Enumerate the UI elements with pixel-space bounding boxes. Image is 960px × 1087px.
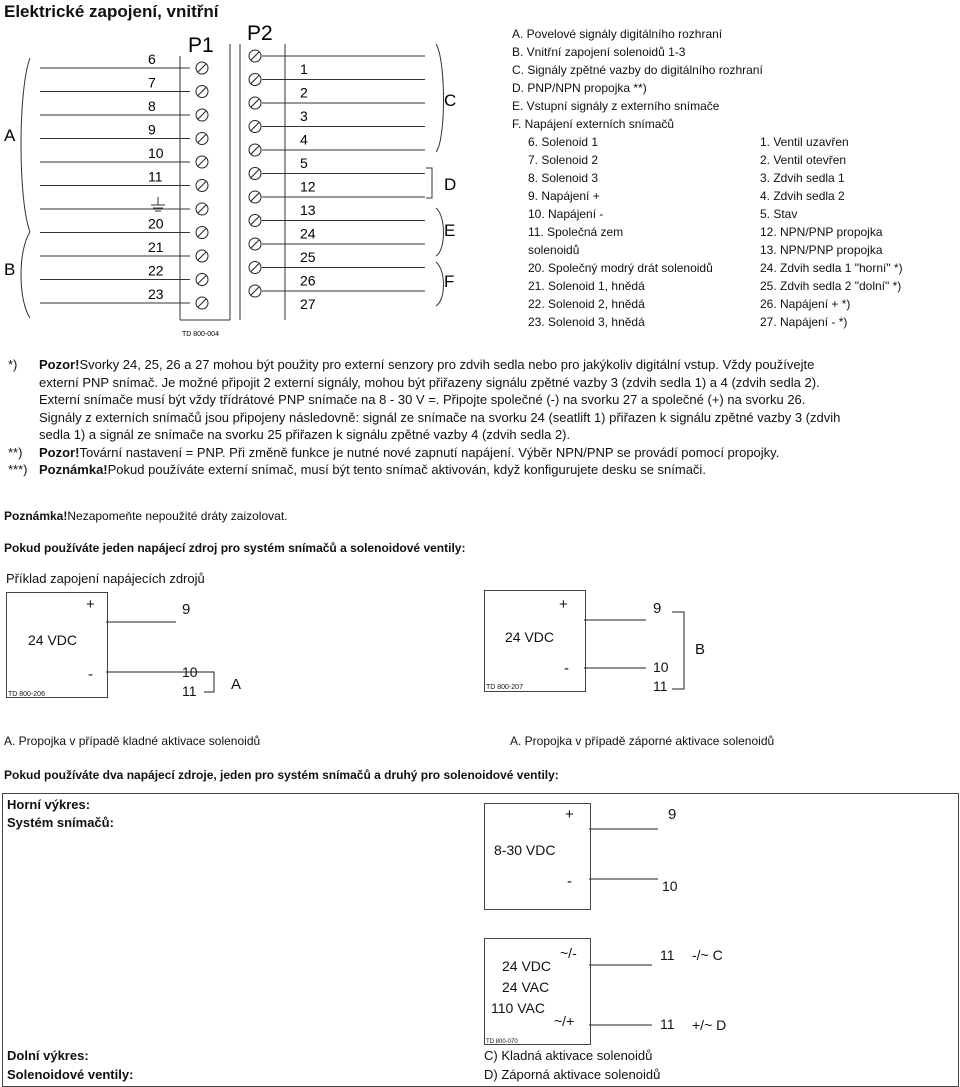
legend-item: 13. NPN/PNP propojka bbox=[760, 243, 883, 257]
terminal-label: 11 bbox=[660, 947, 675, 963]
upper-drawing-label: Horní výkres: bbox=[7, 797, 91, 812]
p2-terminal-number: 25 bbox=[300, 249, 316, 265]
p2-terminal-number: 24 bbox=[300, 225, 316, 242]
supply-voltage: 24 VAC bbox=[502, 979, 550, 995]
group-label: A bbox=[4, 126, 16, 145]
terminal-label: 11 bbox=[660, 1016, 675, 1032]
terminal-label: 10 bbox=[182, 664, 198, 680]
note-text: Svorky 24, 25, 26 a 27 mohou být použity pro externí senzory pro zdvih sedla nebo pro jakýkoliv digitální vstup. Vždy používejte bbox=[79, 357, 815, 372]
p1-terminal-number: 11 bbox=[148, 168, 163, 185]
caption-c: C) Kladná aktivace solenoidů bbox=[484, 1048, 653, 1063]
legend-group-item: E. Vstupní signály z externího snímače bbox=[512, 99, 720, 113]
p2-terminal-number: 13 bbox=[300, 202, 316, 218]
group-label: E bbox=[444, 221, 456, 240]
legend-item: 26. Napájení + *) bbox=[760, 297, 851, 311]
note-heading: Poznámka! bbox=[39, 462, 108, 477]
p1-terminal-number: 21 bbox=[148, 239, 164, 255]
legend-item: 12. NPN/PNP propojka bbox=[760, 225, 883, 239]
p1-terminal-number: 6 bbox=[148, 51, 156, 67]
note-text: Signály z externích snímačů jsou připojeny následovně: signál ze snímače na svorku 24 (seatlift 1) přiřazen k signálu zpětné vazby 3 (zdvih bbox=[39, 409, 841, 425]
note-text: Externí snímače musí být vždy třídrátové PNP snímače na 8 - 30 V =. Připojte společné (-) na svorku 27 a společné (+) na svorku 26. bbox=[39, 392, 806, 407]
activation-label: -/~ C bbox=[692, 947, 723, 963]
minus-sign: - bbox=[88, 666, 93, 683]
p1-label: P1 bbox=[188, 34, 214, 57]
note-heading: Pozor! bbox=[39, 357, 80, 372]
legend-item: 24. Zdvih sedla 1 "horní" *) bbox=[760, 261, 903, 275]
supply-voltage: 24 VDC bbox=[502, 958, 552, 974]
supply-voltage: 24 VDC bbox=[28, 632, 78, 648]
caption-d: D) Záporná aktivace solenoidů bbox=[484, 1067, 661, 1082]
p2-terminal-number: 5 bbox=[300, 155, 308, 171]
legend-item: 23. Solenoid 3, hnědá bbox=[528, 315, 645, 329]
supply-voltage: 8-30 VDC bbox=[494, 842, 556, 858]
legend-group-item: A. Povelové signály digitálního rozhraní bbox=[512, 27, 723, 41]
legend-item: 27. Napájení - *) bbox=[760, 315, 848, 329]
terminal-label: 10 bbox=[662, 878, 678, 894]
activation-label: +/~ D bbox=[692, 1017, 727, 1033]
legend-item: 3. Zdvih sedla 1 bbox=[760, 171, 845, 185]
legend-group-item: D. PNP/NPN propojka **) bbox=[512, 81, 647, 95]
legend-item: 9. Napájení + bbox=[528, 189, 600, 203]
terminal-label: 9 bbox=[653, 600, 662, 617]
note-text: sedla 1) a signál ze snímače na svorku 25 přiřazen k signálu zpětné vazby 4 (zdvih sedla 2). bbox=[39, 427, 571, 442]
legend-item: 11. Společná zem bbox=[528, 225, 624, 239]
note-text: Pokud používáte externí snímač, musí být tento snímač aktivován, když konfigurujete desku se snímači. bbox=[107, 462, 706, 477]
legend-item: 4. Zdvih sedla 2 bbox=[760, 189, 845, 203]
legend-item: solenoidů bbox=[528, 243, 580, 257]
jumper-label: A bbox=[231, 676, 242, 693]
terminal-label: 10 bbox=[653, 659, 669, 675]
group-label: F bbox=[444, 272, 455, 291]
legend-item: 10. Napájení - bbox=[528, 207, 604, 221]
p2-label: P2 bbox=[247, 22, 273, 45]
legend-group-item: F. Napájení externích snímačů bbox=[512, 117, 675, 131]
p2-terminal-number: 12 bbox=[300, 178, 316, 195]
terminal-label: 9 bbox=[182, 601, 191, 618]
p2-terminal-number: 4 bbox=[300, 131, 308, 148]
drawing-code: TD 800-004 bbox=[182, 331, 219, 338]
polarity-symbol: ~/+ bbox=[554, 1013, 575, 1029]
insulate-text: Nezapomeňte nepoužité dráty zaizolovat. bbox=[67, 509, 288, 523]
legend-item: 2. Ventil otevřen bbox=[760, 153, 847, 167]
legend-item: 6. Solenoid 1 bbox=[528, 135, 599, 149]
caption-right: A. Propojka v případě záporné aktivace solenoidů bbox=[510, 734, 775, 748]
p1-terminal-number: 9 bbox=[148, 121, 156, 138]
terminal-label: 9 bbox=[668, 806, 677, 823]
jumper-label: B bbox=[695, 641, 706, 658]
page-title: Elektrické zapojení, vnitřní bbox=[4, 2, 219, 21]
plus-sign: + bbox=[86, 596, 95, 613]
legend-group-item: B. Vnitřní zapojení solenoidů 1-3 bbox=[512, 45, 686, 59]
terminal-label: 11 bbox=[182, 683, 197, 699]
p2-terminal-number: 1 bbox=[300, 61, 308, 77]
note-text: externí PNP snímač. Je možné připojit 2 externí signály, mohou být přiřazeny signálu zpětné vazby 3 (zdvih sedla 1) a 4 (zdvih sedla 2). bbox=[39, 374, 820, 390]
polarity-symbol: ~/- bbox=[560, 945, 577, 961]
p1-terminal-number: 20 bbox=[148, 215, 164, 232]
group-label: C bbox=[444, 91, 457, 110]
solenoid-valves-label: Solenoidové ventily: bbox=[7, 1067, 134, 1082]
legend-group-item: C. Signály zpětné vazby do digitálního rozhraní bbox=[512, 63, 763, 77]
legend-item: 20. Společný modrý drát solenoidů bbox=[528, 261, 713, 275]
minus-sign: - bbox=[567, 873, 572, 890]
p2-terminal-number: 27 bbox=[300, 296, 316, 312]
note-text: Tovární nastavení = PNP. Při změně funkce je nutné nové zapnutí napájení. Výběr NPN/PNP se provádí pomocí propojky. bbox=[79, 444, 780, 460]
p1-terminal-number: 23 bbox=[148, 286, 164, 302]
p2-terminal-number: 26 bbox=[300, 272, 316, 289]
legend-item: 8. Solenoid 3 bbox=[528, 171, 599, 185]
terminal-label: 11 bbox=[653, 678, 668, 694]
p2-terminal-number: 3 bbox=[300, 108, 308, 124]
legend-item: 21. Solenoid 1, hnědá bbox=[528, 279, 645, 293]
insulate-heading: Poznámka! bbox=[4, 509, 68, 523]
supply-voltage: 24 VDC bbox=[505, 629, 555, 645]
example-title: Příklad zapojení napájecích zdrojů bbox=[6, 571, 205, 586]
drawing-code: TD 800-070 bbox=[486, 1039, 518, 1045]
single-supply-heading: Pokud používáte jeden napájecí zdroj pro systém snímačů a solenoidové ventily: bbox=[4, 541, 466, 555]
plus-sign: + bbox=[559, 596, 568, 613]
sensor-system-label: Systém snímačů: bbox=[7, 815, 114, 830]
note-heading: Pozor! bbox=[39, 444, 80, 460]
note-marker: ***) bbox=[8, 462, 28, 477]
p1-terminal-number: 10 bbox=[148, 145, 164, 161]
legend-item: 25. Zdvih sedla 2 "dolní" *) bbox=[760, 279, 902, 293]
supply-voltage: 110 VAC bbox=[491, 1000, 545, 1016]
dual-supply-heading: Pokud používáte dva napájecí zdroje, jeden pro systém snímačů a druhý pro solenoidové ventily: bbox=[4, 768, 559, 782]
plus-sign: + bbox=[565, 806, 574, 823]
legend-item: 22. Solenoid 2, hnědá bbox=[528, 297, 645, 311]
p1-terminal-number: 7 bbox=[148, 74, 156, 91]
drawing-code: TD 800-206 bbox=[8, 691, 45, 698]
group-label: D bbox=[444, 175, 457, 194]
group-label: B bbox=[4, 260, 16, 279]
drawing-code: TD 800-207 bbox=[486, 684, 523, 691]
p1-terminal-number: 22 bbox=[148, 262, 164, 279]
minus-sign: - bbox=[564, 660, 569, 677]
legend-item: 1. Ventil uzavřen bbox=[760, 135, 849, 149]
lower-drawing-label: Dolní výkres: bbox=[7, 1048, 89, 1063]
p2-terminal-number: 2 bbox=[300, 84, 308, 101]
p1-terminal-number: 8 bbox=[148, 98, 156, 114]
legend-item: 5. Stav bbox=[760, 207, 798, 221]
note-marker: **) bbox=[8, 444, 23, 460]
note-marker: *) bbox=[8, 357, 18, 372]
legend-item: 7. Solenoid 2 bbox=[528, 153, 599, 167]
caption-left: A. Propojka v případě kladné aktivace solenoidů bbox=[4, 734, 261, 748]
